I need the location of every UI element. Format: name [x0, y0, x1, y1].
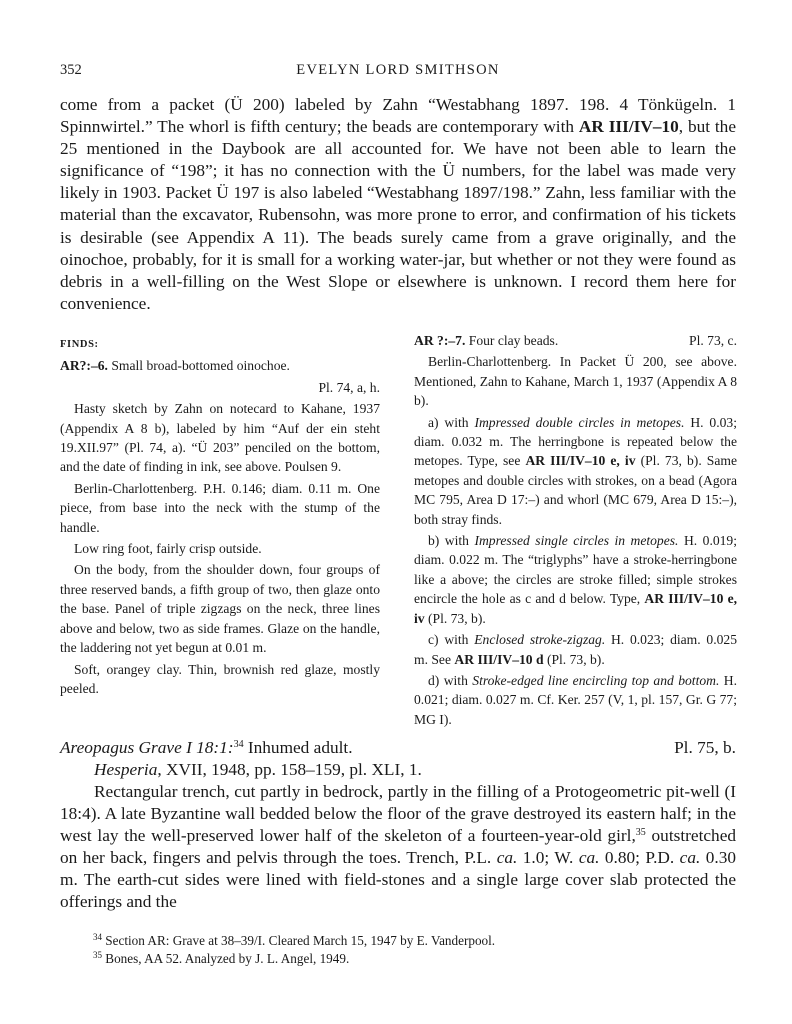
entry-heading-ar6	[60, 356, 380, 375]
bead-text: H. 0.021; diam. 0.027 m. Cf. Ker. 257 (V, 1, pl. 157, Gr. G 77; MG I).	[414, 672, 737, 727]
bead-text: a) with	[428, 414, 475, 430]
plate-reference: Pl. 73, c.	[689, 333, 737, 348]
finds-heading: FINDS:	[60, 339, 99, 350]
bead-text: (Pl. 73, b).	[543, 651, 605, 667]
grave-text: 0.80; P.D.	[599, 848, 680, 867]
page-number: 352	[60, 62, 82, 78]
footnote-text: Bones, AA 52. Analyzed by J. L. Angel, 1949.	[102, 950, 350, 966]
footnote-text: Section AR: Grave at 38–39/I. Cleared March 15, 1947 by E. Vanderpool.	[102, 933, 496, 948]
page-header	[60, 62, 736, 82]
grave-plate-ref: Pl. 75, b.	[674, 738, 736, 757]
intro-bold-ref: AR III/IV–10	[578, 117, 679, 137]
entry-paragraph: Soft, orangey clay. Thin, brownish red glaze, mostly peeled.	[60, 661, 380, 696]
bead-c	[414, 630, 737, 669]
bead-ref: AR III/IV–10 d	[454, 651, 544, 667]
grave-text: 1.0; W.	[517, 848, 579, 867]
footnote	[93, 932, 733, 950]
right-column	[414, 331, 737, 731]
entry-label: AR ?:–7.	[414, 333, 466, 348]
entry-paragraph: Berlin-Charlottenberg. P.H. 0.146; diam. 0.11 m. One piece, from base into the neck with the stump of the handle.	[60, 480, 380, 535]
bead-text: H. 0.03; diam. 0.032 m. The herringbone is repeated below the metopes. Type, see	[414, 414, 737, 469]
entry-paragraph: Low ring foot, fairly crisp outside.	[74, 541, 262, 557]
journal-citation: , XVII, 1948, pp. 158–159, pl. XLI, 1.	[157, 760, 422, 779]
bead-type: Impressed single circles in metopes.	[474, 533, 679, 549]
footnote	[93, 950, 733, 968]
grave-subtitle: Inhumed adult.	[243, 738, 353, 757]
entry-paragraph: On the body, from the shoulder down, four groups of three reserved bands, a fifth group of two, then glaze onto the base. Panel of triple zigzags on the neck, three lines above and below, two as side frames. Glaze on the handle, the laddering not yet begun at 0.01 m.	[60, 562, 380, 656]
grave-text: 0.30 m. The earth-cut sides were lined with field-stones and a single large cover slab protected the offerings and the	[60, 848, 736, 911]
grave-section	[60, 737, 736, 913]
running-head: EVELYN LORD SMITHSON	[296, 62, 500, 78]
footnote-number: 35	[93, 949, 102, 960]
journal-name: Hesperia	[94, 760, 158, 779]
bead-d	[414, 671, 737, 729]
grave-description	[60, 781, 736, 913]
bead-ref: AR III/IV–10 e, iv	[525, 453, 636, 469]
grave-title	[60, 737, 353, 759]
bead-text: (Pl. 73, b).	[424, 610, 486, 626]
entry-label: AR?:–6.	[60, 358, 108, 374]
bead-text: (Pl. 73, b). Same metopes and double circles with strokes, on a bead (Agora MC 795, Area D 17:–) and whorl (MC 679, Area D 15:–), both stray finds.	[414, 453, 738, 527]
left-column	[60, 335, 380, 700]
plate-reference: Pl. 74, a, h.	[318, 379, 380, 395]
bead-text: H. 0.019; diam. 0.022 m. The “triglyphs” have a stroke-herringbone like a above; the circles are stroke filled; simple strokes encircle the hole as c and d below. Type,	[414, 533, 738, 607]
bead-type: Enclosed stroke-zigzag.	[474, 632, 606, 648]
intro-text-part: , but the 25 mentioned in the Daybook are all accounted for. We have not been able to learn the significance of “198”; it has no connection with the Ü numbers, for the label was made very likely in 1903. Packet Ü 197 is also labeled “Westabhang 1897/198.” Zahn, less familiar with the material than the excavator, Rubensohn, was more prone to error, and confirmation of his tickets is desirable (see Appendix A 11). The beads surely came from a grave originally, and the oinochoe, probably, for it is small for a working water-jar, but whether or not they were found as debris in a well-filling on the West Slope or elsewhere is unknown. I record them here for convenience.	[60, 117, 736, 313]
grave-title-text: Areopagus Grave I 18:1:	[60, 738, 234, 757]
grave-text: outstretched on her back, fingers and pelvis through the toes. Trench, P.L.	[60, 826, 737, 867]
grave-publication-ref	[94, 759, 736, 781]
circa-abbrev: ca.	[496, 848, 518, 867]
footnotes	[93, 932, 733, 968]
bead-text: b) with	[428, 533, 475, 549]
entry-title: Small broad-bottomed oinochoe.	[107, 358, 290, 374]
intro-text-part: come from a packet (Ü 200) labeled by Zahn “Westabhang 1897. 198. 4 Tönkügeln. 1 Spinnwirtel.” The whorl is fifth century; the beads are contemporary with	[60, 95, 736, 137]
entry-paragraph: Berlin-Charlottenberg. In Packet Ü 200, see above. Mentioned, Zahn to Kahane, March 1, 1937 (Appendix A 8 b).	[414, 354, 737, 409]
bead-b	[414, 531, 737, 628]
footnote-number: 34	[93, 932, 102, 942]
footnote-marker[interactable]: 34	[233, 739, 244, 750]
circa-abbrev: ca.	[578, 848, 600, 867]
bead-text: H. 0.023; diam. 0.025 m. See	[414, 632, 738, 667]
intro-paragraph	[60, 94, 736, 315]
intro-text	[60, 94, 736, 315]
bead-type: Stroke-edged line encircling top and bottom.	[472, 672, 720, 688]
footnote-marker[interactable]: 35	[635, 827, 646, 838]
bead-type: Impressed double circles in metopes.	[474, 414, 685, 430]
grave-text: Rectangular trench, cut partly in bedrock, partly in the filling of a Protogeometric pit-well (I 18:4). A late Byzantine wall bedded below the floor of the grave destroyed its eastern half; in the west lay the well-preserved lower half of the skeleton of a fourteen-year-old girl,	[60, 782, 736, 845]
circa-abbrev: ca.	[679, 848, 701, 867]
bead-text: d) with	[428, 672, 473, 688]
entry-title: Four clay beads.	[465, 333, 559, 348]
entry-heading-text	[414, 331, 558, 350]
bead-ref: AR III/IV–10 e, iv	[414, 591, 737, 626]
grave-heading	[60, 737, 736, 759]
entry-heading-ar7	[414, 331, 737, 350]
bead-text: c) with	[428, 632, 475, 648]
entry-paragraph: Hasty sketch by Zahn on notecard to Kahane, 1937 (Appendix A 8 b), labeled by him “Auf der ein steht 19.XII.97” (Pl. 74, a). “Ü 203” penciled on the bottom, and the date of finding in ink, see above. Poulsen 9.	[60, 401, 380, 475]
bead-a	[414, 413, 737, 529]
